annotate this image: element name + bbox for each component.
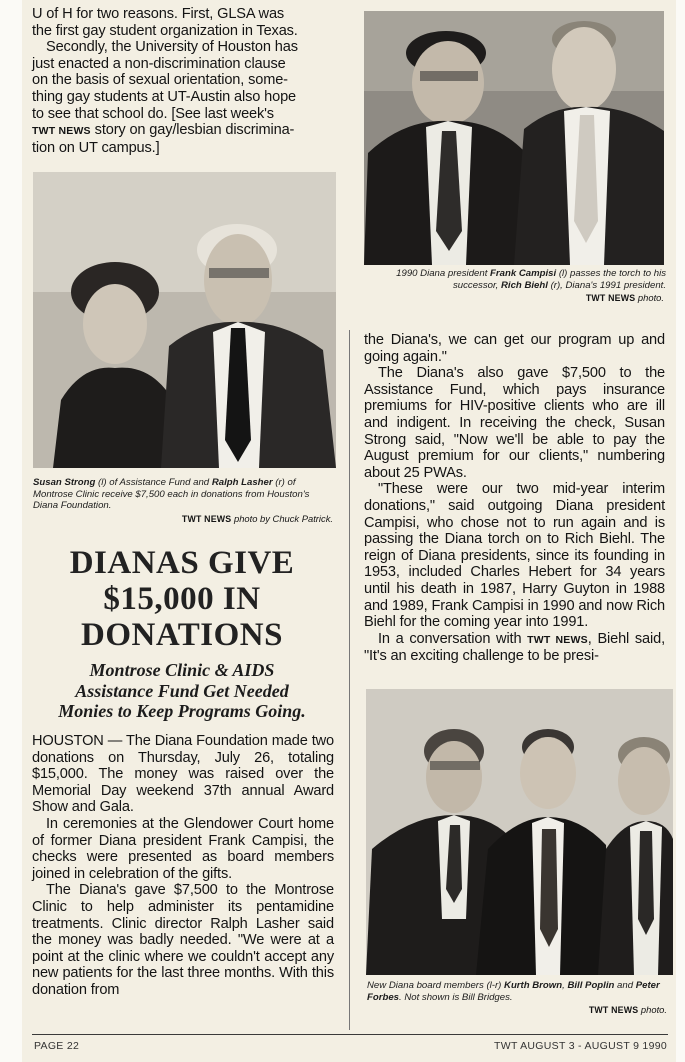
caption-name: Ralph Lasher bbox=[211, 477, 273, 488]
credit-tag: TWT NEWS bbox=[585, 293, 636, 303]
caption-name: Frank Campisi bbox=[490, 268, 557, 279]
caption-text: 1990 Diana president bbox=[396, 268, 491, 279]
column-divider bbox=[349, 330, 350, 1030]
intro-line-text: story on gay/lesbian discrimina- bbox=[94, 122, 295, 139]
caption-name: Rich Biehl bbox=[500, 279, 548, 291]
intro-line: just enacted a non-discrimination clause bbox=[32, 55, 286, 72]
intro-line: U of H for two reasons. First, GLSA was bbox=[32, 6, 285, 22]
photo-strong-lasher bbox=[33, 172, 336, 468]
intro-line: to see that school do. [See last week's bbox=[32, 105, 274, 122]
deck-line: Monies to Keep Programs Going. bbox=[58, 701, 306, 721]
intro-line: the first gay student organization in Texas. bbox=[32, 22, 298, 39]
page-number: PAGE 22 bbox=[34, 1040, 80, 1052]
paragraph: the Diana's, we can get our program up and going again." bbox=[364, 332, 665, 365]
deck bbox=[32, 660, 332, 722]
intro-line bbox=[32, 122, 336, 140]
paragraph-text: , Biehl said, "It's an exciting challenge to be presi- bbox=[364, 630, 665, 665]
paragraph-text: In a conversation with bbox=[378, 630, 528, 647]
intro-line: Secondly, the University of Houston has bbox=[46, 39, 298, 56]
article-body-right bbox=[364, 332, 665, 665]
photo-credit bbox=[367, 1004, 667, 1015]
photo-caption bbox=[367, 980, 669, 1003]
paragraph: The Diana's also gave $7,500 to the Assistance Fund, which pays insurance premiums for HIV-positive clients who are ill and indigent. In receiving the check, Susan Strong said, "Now we'll be able to pay the August premium for our clients," numbering about 25 PWAs. bbox=[364, 365, 665, 481]
deck-line: Assistance Fund Get Needed bbox=[75, 680, 289, 701]
credit-text: photo. bbox=[635, 292, 664, 303]
credit-tag: TWT NEWS bbox=[181, 514, 232, 524]
twt-news-tag: TWT NEWS bbox=[527, 633, 588, 646]
footer-rule bbox=[32, 1034, 668, 1035]
photo-caption bbox=[33, 477, 336, 512]
headline-line: $15,000 IN bbox=[103, 581, 261, 617]
left-margin bbox=[0, 0, 22, 1062]
headline-line: DONATIONS bbox=[81, 617, 283, 653]
photo-credit bbox=[366, 292, 664, 303]
caption-text: (r), Diana's 1991 president. bbox=[547, 279, 666, 291]
caption-text: New Diana board members (l-r) bbox=[367, 980, 505, 991]
intro-text bbox=[32, 6, 336, 156]
headline-line: DIANAS GIVE bbox=[69, 545, 295, 581]
credit-tag: TWT NEWS bbox=[588, 1005, 639, 1015]
twt-news-tag: TWT NEWS bbox=[32, 125, 91, 138]
credit-text: photo. bbox=[638, 1004, 667, 1015]
caption-name: Bill Poplin bbox=[567, 980, 615, 991]
caption-name: Kurth Brown bbox=[504, 980, 563, 991]
intro-line: on the basis of sexual orientation, some- bbox=[32, 72, 288, 89]
caption-text: . Not shown is Bill Bridges. bbox=[399, 991, 513, 1003]
headline bbox=[32, 545, 332, 653]
caption-text: (l) of Assistance Fund and bbox=[95, 477, 212, 488]
intro-line: tion on UT campus.] bbox=[32, 139, 160, 156]
caption-name: Peter Forbes bbox=[367, 980, 660, 1003]
caption-text: and bbox=[614, 980, 636, 991]
paragraph: HOUSTON — The Diana Foundation made two donations on Thursday, July 26, totaling $15,000. The money was raised over the Memorial Day weekend 37th annual Award Show and Gala. bbox=[32, 733, 334, 816]
deck-line: Montrose Clinic & AIDS bbox=[89, 660, 275, 680]
photo-campisi-biehl bbox=[364, 11, 664, 265]
issue-date: TWT AUGUST 3 - AUGUST 9 1990 bbox=[494, 1040, 667, 1052]
caption-text: (l) passes the torch to his successor, bbox=[452, 268, 666, 291]
photo-credit bbox=[33, 513, 333, 524]
caption-text: , bbox=[562, 980, 568, 991]
photo-caption bbox=[366, 268, 666, 291]
photo-board-members bbox=[366, 689, 673, 975]
intro-line: thing gay students at UT-Austin also hope bbox=[32, 88, 296, 105]
paragraph bbox=[364, 631, 665, 665]
paragraph: "These were our two mid-year interim donations," said outgoing Diana president Campisi, who chose not to run again and is passing the Diana torch on to Rich Biehl. The reign of Diana presidents, since its founding in 1953, included Charles Hebert for 34 years until his death in 1987, Harry Guyton in 1988 and 1989, Frank Campisi in 1990 and now Rich Biehl for the coming year into 1991. bbox=[364, 481, 665, 631]
paragraph: The Diana's gave $7,500 to the Montrose Clinic to help administer its pentamidine treatments. Clinic director Ralph Lasher said the money was badly needed. "We were at a point at the clinic where we couldn't accept any new patients for the last three months. With this donation from bbox=[32, 882, 334, 998]
paragraph: In ceremonies at the Glendower Court home of former Diana president Frank Campisi, the checks were presented as board members joined in celebration of the gifts. bbox=[32, 815, 334, 882]
article-body-left bbox=[32, 733, 334, 999]
caption-text: (r) of Montrose Clinic receive $7,500 each in donations from Houston's Diana Foundation. bbox=[33, 477, 310, 512]
right-margin bbox=[676, 0, 685, 1062]
caption-name: Susan Strong bbox=[33, 477, 96, 488]
credit-text: photo by Chuck Patrick. bbox=[231, 513, 333, 524]
